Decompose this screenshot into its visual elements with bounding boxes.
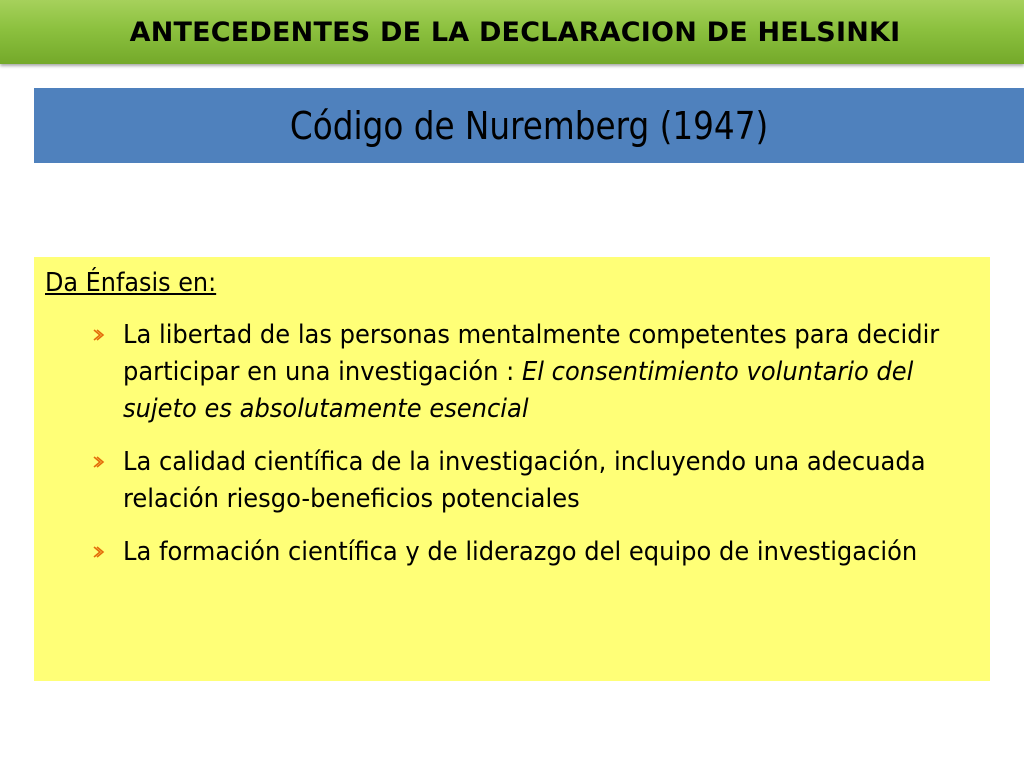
subtitle-bar <box>34 88 1024 163</box>
bullet-item-freedom <box>89 317 969 428</box>
bullet-text <box>123 444 960 518</box>
bullet-emphasis-text: El consentimiento voluntario del sujeto es absolutamente esencial <box>123 357 914 424</box>
subtitle-title: Código de Nuremberg (1947) <box>289 103 769 148</box>
bullet-text <box>123 534 960 571</box>
bullet-item-scientific-quality <box>89 444 969 518</box>
chevron-right-icon <box>91 455 105 469</box>
header-banner <box>0 0 1024 64</box>
intro-label: Da Énfasis en: <box>45 268 217 298</box>
bullet-text <box>123 317 960 428</box>
bullet-list <box>89 317 969 587</box>
bullet-main-text: La libertad de las personas mentalmente competentes para decidir participar en una investigación : <box>123 320 940 387</box>
chevron-right-icon <box>91 328 105 342</box>
content-box <box>34 257 990 681</box>
bullet-main-text: La formación científica y de liderazgo del equipo de investigación <box>123 537 918 567</box>
header-title: ANTECEDENTES DE LA DECLARACION DE HELSINKI <box>129 16 901 48</box>
bullet-main-text: La calidad científica de la investigación, incluyendo una adecuada relación riesgo-beneficios potenciales <box>123 447 926 514</box>
bullet-item-team-training <box>89 534 969 571</box>
chevron-right-icon <box>91 545 105 559</box>
